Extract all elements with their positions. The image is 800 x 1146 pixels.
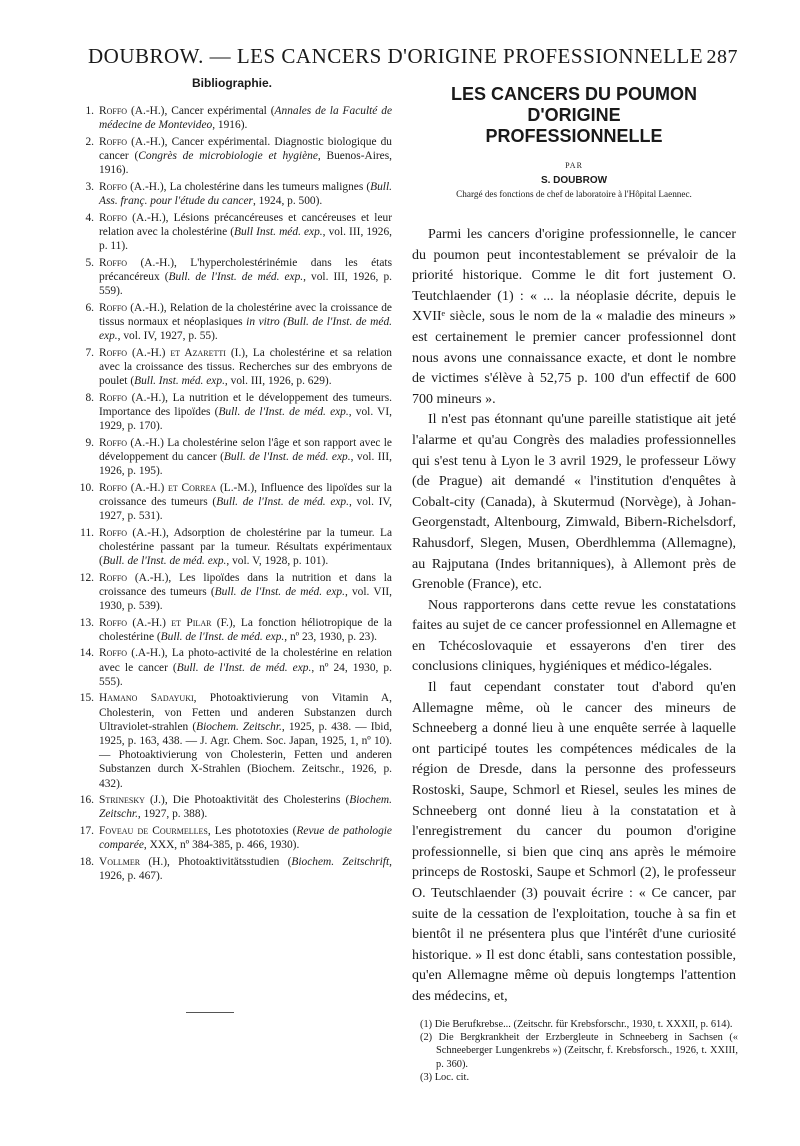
bibliography-item-author: Roffo (A.-H.) [99,436,164,449]
bibliography-item-source: Bull. de l'Inst. de méd. exp. [102,555,227,567]
bibliography-item [72,346,392,389]
bibliography-item-text: Adsorption de cholestérine par la tumeur. La cholestérine passant par la tumeur. Résultats expérimentaux ( [99,526,392,567]
bibliography-item-text: La cholestérine dans les tumeurs malignes ( [166,180,371,193]
bibliography-item-text: Cancer expérimental. Diagnostic biologique du cancer ( [99,135,392,162]
article-title-line-1: LES CANCERS DU POUMON [450,84,697,104]
bibliography-item-text: La cholestérine et sa relation avec la croissance des tissus. Recherches sur des embryons de poulet ( [99,346,392,387]
footnote: (1) Die Berufkrebse... (Zeitschr. für Krebsforschr., 1930, t. XXXII, p. 614). [420,1019,733,1030]
bibliography-item-source: Bull. de l'Inst. de méd. exp. [216,495,349,508]
bibliography-item-tail: , vol. III, 1926, p. 559). [99,270,392,297]
bibliography-item-source: in vitro (Bull. de l'Inst. de méd. exp. [99,315,392,342]
bibliography-item-number: 9. [85,436,94,449]
bibliography-item-tail: , 1916). [212,119,248,132]
bibliography-item-text: La cholestérine selon l'âge et son rapport avec le développement du cancer ( [99,436,392,463]
bibliography-item-author: Roffo (.A-H.), [99,647,168,660]
bibliography-item-number: 10. [79,481,94,494]
bibliography-item-source: Biochem. Zeitschr. [99,794,392,821]
bibliography-item [72,135,392,178]
bibliography-item-author: Roffo (A.-H.), [99,180,167,193]
bibliography-item-author: Roffo (A.-H.), [99,391,168,404]
bibliography-item-source: Bull. de l'Inst. de méd. exp. [214,585,345,598]
bibliography-item [72,793,392,821]
bibliography-item [72,526,392,569]
bibliography-item-tail: , 1924, p. 500). [252,195,323,207]
footnotes [420,1018,738,1084]
bibliography-item-author: Roffo (A.-H.), [99,135,168,148]
bibliography-item-author: Hamano Sadayuki, [99,692,197,705]
bibliography-item-tail: , 1927, p. 388). [137,808,208,821]
bibliography-item [72,391,392,434]
bibliography-item-tail: , Buenos-Aires, 1916). [99,150,393,177]
footnote: (2) Die Bergkrankheit der Erzbergleute in Schneeberg in Sachsen (« Schneeberger Lungenkrebs ») (Zeitschr, f. Krebsforsch., 1926, t. XXIII, p. 360). [420,1032,738,1070]
bibliography-item-number: 5. [85,256,94,269]
bibliography-item-source: Revue de pathologie comparée [99,825,392,852]
bibliography-item [72,211,392,254]
bibliography-item-source: Bull. de l'Inst. de méd. exp. [168,270,304,283]
bibliography-item-text: Les phototoxies ( [210,825,297,837]
footnote: (3) Loc. cit. [420,1071,470,1083]
bibliography-item-tail: , vol. VII, 1930, p. 539). [99,585,393,612]
bibliography-item-text: Les lipoïdes dans la nutrition et dans la croissance des tumeurs ( [99,571,392,598]
bibliography-item [72,301,392,344]
bibliography-item-author: Roffo (A.-H.), [99,571,172,584]
bibliography-item-number: 11. [80,526,94,539]
bibliography-item-number: 18. [79,855,94,868]
bibliography-item-number: 1. [85,105,94,117]
bibliography-item-text: L'hypercholestérinémie dans les états précancéreux ( [99,256,392,283]
running-header [88,44,738,69]
bibliography-item [72,855,392,883]
bibliography-item-text: Relation de la cholestérine avec la croissance de tissus normaux et néoplasiques [99,301,392,328]
bibliography-item [72,436,392,479]
bibliography-item-source: Annales de la Faculté de médecine de Montevideo [99,105,392,132]
bibliography-item-tail: , vol. V, 1928, p. 101). [226,555,329,567]
bibliography-item-author: Roffo (A.-H.), [99,301,167,314]
bibliography-item-source: Bull. de l'Inst. de méd. exp. [223,450,351,463]
article-title-line-2: D'ORIGINE [527,105,621,125]
article-column [412,84,736,1008]
bibliography-item-tail: , vol. IV, 1927, p. 55). [117,330,218,342]
bibliography-item-tail: , XXX, nº 384-385, p. 466, 1930). [143,839,300,852]
bibliography-item-number: 17. [79,825,94,837]
bibliography-item [72,824,392,852]
bibliography-item-number: 7. [85,346,94,359]
bibliography-item-tail: , vol. III, 1926, p. 629). [224,375,332,387]
bibliography-item-tail: , nº 24, 1930, p. 555). [99,661,392,688]
paragraph: Il n'est pas étonnant qu'une pareille statistique ait jeté l'alarme et qu'au Congrès des maladies professionnelles qui s'est tenu à Lyon le 3 avril 1929, le professeur Löwy (de Prague) ait demandé « l'institution d'enquêtes à Cobalt-city (Canada), à Skutermud (Norvège), à Johan-Georgenstadt, Altenbourg, Zimwald, Bibern-Richelsdorf, Rahusdorf, Slegen, Musen, Oberdhlemma (Allemagne), au Rajputana (Indes britanniques), à Allemont près de Grenoble (France), etc. [412,412,736,593]
bibliography-item [72,616,392,644]
paragraph: Nous rapporterons dans cette revue les constatations faites au sujet de ce cancer professionnel en Allemagne et en Tchécoslovaquie et essayerons d'en tirer des conclusions cliniques, hygiéniques et médico-légales. [412,597,736,675]
bibliography-title: Bibliographie. [191,76,272,90]
bibliography-item-tail: , vol. VI, 1929, p. 170). [99,405,393,432]
bibliography-item-author: Roffo (A.-H.), [99,211,169,224]
bibliography-item-text: Die Photoaktivität des Cholesterins ( [167,794,350,807]
bibliography-end-rule [186,1012,234,1013]
bibliography-item [72,691,392,790]
paragraph: Parmi les cancers d'origine professionnelle, le cancer du poumon peut incontestablement se prévaloir de la priorité historique. Comme le dit fort justement O. Teutchlaender (1) : « ... la néoplasie décrite, depuis le XVIIᵉ siècle, sous le nom de la « maladie des mineurs » est certainement le premier cancer professionnel dont nous avons une connaissance exacte, et dont le nombre de victimes s'élève à 52,75 p. 100 d'un effectif de 600 700 mineurs ». [412,227,736,407]
bibliography-item-text: La fonction héliotropique de la cholestérine ( [99,616,392,643]
bibliography-item-author: Roffo (A.-H.) et Pilar (F.), [99,616,236,629]
bibliography-item-tail: , vol. III, 1926, p. 195). [99,450,392,477]
bibliography-item-text: Influence des lipoïdes sur la croissance des tumeurs ( [99,481,392,508]
bibliography-item-source: Bull. de l'Inst. de méd. exp. [176,661,312,674]
bibliography-item-author: Roffo (A.-H.) et Azaretti (I.), [99,346,248,359]
bibliography-item-text: Cancer expérimental ( [167,105,275,117]
bibliography-item [72,571,392,614]
bibliography-item-source: Biochem. Zeitschrift [291,855,390,868]
bibliography-item-tail: , 1926, p. 467). [99,855,392,882]
bibliography-item-number: 2. [85,135,94,148]
bibliography-item [72,180,392,208]
bibliography-item-source: Bull. Ass. franç. pour l'étude du cancer [99,180,392,207]
article-author: S. DOUBROW [540,175,608,186]
bibliography-item-tail: , nº 23, 1930, p. 23). [284,630,378,643]
bibliography-item-author: Strinesky (J.), [99,794,168,807]
bibliography-list [72,104,392,883]
bibliography-item-text: La photo-activité de la cholestérine en relation avec le cancer ( [99,647,393,674]
page-number: 287 [706,46,738,68]
bibliography-item-number: 4. [85,211,94,224]
bibliography-item-source: Biochem. Zeitschr. [196,720,282,733]
bibliography-item-text: Photoaktivitätsstudien ( [169,855,292,868]
bibliography-item [72,481,392,524]
byline-par: PAR [565,161,583,170]
bibliography-item-text: La nutrition et le développement des tumeurs. Importance des lipoïdes ( [99,391,392,418]
bibliography-item-text: Photoaktivierung von Vitamin A, Cholesterin, von Fetten und anderen Substanzen durch Ultraviolet-strahlen ( [99,692,392,733]
bibliography-item-source: Bull. de l'Inst. de méd. exp. [160,630,285,643]
bibliography-item-source: Congrès de microbiologie et hygiène [138,150,318,162]
bibliography-item-number: 15. [79,692,94,705]
bibliography-column [72,76,392,886]
bibliography-item [72,646,392,689]
bibliography-item-number: 14. [79,647,94,660]
article-title-line-3: PROFESSIONNELLE [485,126,663,146]
bibliography-item-tail: , vol. III, 1926, p. 11). [99,225,392,252]
paragraph: Il faut cependant constater tout d'abord qu'en Allemagne même, où le cancer des mineurs de Schneeberg a donné lieu à une enquête serrée à laquelle ont participé toutes les compétences médicales de la région de Dresde, dans la personne des professeurs Rostoski, Saupe, Schmorl et Riesel, seules les mines de Schneeberg ont donné lieu à la constatation et à l'enregistrement du cancer du poumon d'origine professionnelle, si bien que cinq ans après le mémoire princeps de Rostoski, Saupe et Schmorl (2), le professeur O. Teutschlaender (3) pouvait écrire : « Ce cancer, par suite de la cessation de l'exploitation, touche à sa fin et bientôt il ne présentera plus que l'intérêt d'une curiosité historique. » Il est donc établi, sans contestation possible, qu'en Allemagne même où depuis longtemps l'attention des médecins, et, [412,680,736,1004]
bibliography-item-text: Lésions précancéreuses et cancéreuses et leur relation avec la cholestérine ( [99,211,392,238]
bibliography-item-source: Bull Inst. méd. exp. [234,225,323,238]
bibliography-item [72,256,392,299]
bibliography-item-tail: , vol. IV, 1927, p. 531). [99,495,393,522]
bibliography-item-author: Roffo (A.-H.), [99,105,168,117]
bibliography-item-source: Bull. de l'Inst. de méd. exp. [218,405,349,418]
bibliography-item-author: Roffo (A.-H.), [99,256,177,269]
bibliography-item-number: 12. [79,571,94,584]
bibliography-item-number: 8. [85,391,94,404]
bibliography-item [72,104,392,132]
bibliography-item-tail: , 1925, p. 438. — Ibid, 1925, p. 163, 438. — J. Agr. Chem. Soc. Japan, 1925, 1, nº 10). — Photoaktivierung von Cholesterin, Fetten und anderen Substanzen durch X-Strahlen (Biochem. Zeitschr., 1926, p. 432). [99,720,392,790]
bibliography-item-author: Foveau de Courmelles, [99,825,211,837]
bibliography-item-author: Vollmer (H.), [99,855,170,868]
bibliography-item-author: Roffo (A.-H.) et Correa (L.-M.), [99,481,257,494]
bibliography-item-number: 13. [79,616,94,629]
bibliography-item-number: 6. [85,301,94,314]
bibliography-item-number: 16. [79,794,94,807]
running-title: DOUBROW. — LES CANCERS D'ORIGINE PROFESSIONNELLE [88,44,704,68]
bibliography-item-author: Roffo (A.-H.), [99,526,169,539]
article-body [412,225,736,1008]
bibliography-item-number: 3. [85,180,94,193]
author-affiliation: Chargé des fonctions de chef de laboratoire à l'Hôpital Laennec. [456,189,692,199]
bibliography-item-source: Bull. Inst. méd. exp. [134,375,225,387]
